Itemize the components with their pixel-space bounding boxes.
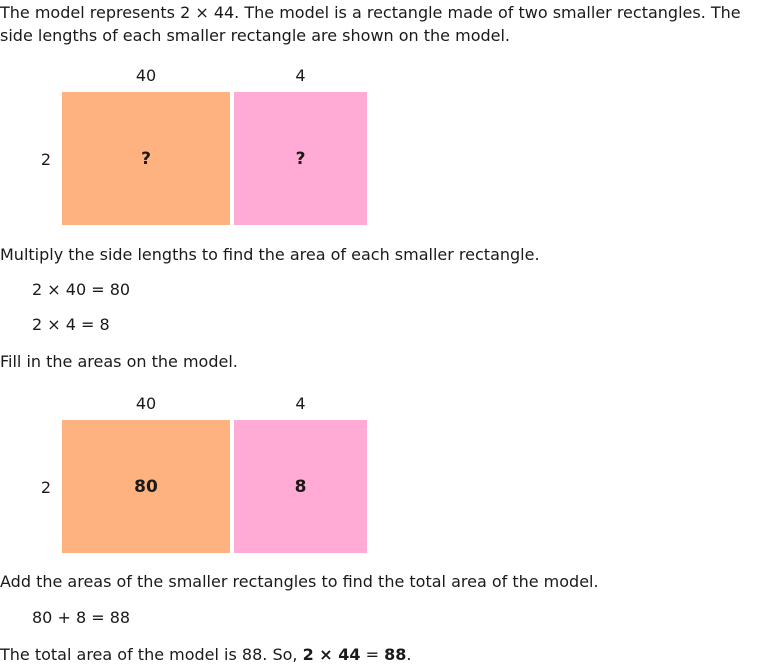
intro-line-1: The model represents 2 × 44. The model is a rectangle made of two smaller rectangles. The (0, 3, 741, 22)
equation-2x4: 2 × 4 = 8 (32, 315, 110, 334)
side-label-2: 2 (40, 478, 52, 497)
top-label-4: 4 (295, 66, 306, 85)
step-fill-text: Fill in the areas on the model. (0, 352, 238, 371)
conclusion-result: 88 (384, 645, 407, 664)
conclusion-equals: = (360, 645, 385, 664)
left-rectangle (62, 420, 230, 553)
side-label-2: 2 (40, 150, 52, 169)
right-rectangle (234, 92, 367, 225)
step-add-text: Add the areas of the smaller rectangles to find the total area of the model. (0, 572, 599, 591)
left-area-value: ? (141, 148, 151, 169)
right-area-value: 8 (294, 476, 307, 497)
area-model-unknown (0, 66, 380, 226)
area-model-filled (0, 394, 380, 554)
top-label-4: 4 (295, 394, 306, 413)
equation-sum: 80 + 8 = 88 (32, 608, 131, 627)
equation-2x40: 2 × 40 = 80 (32, 280, 131, 299)
top-label-40: 40 (135, 394, 157, 413)
conclusion (0, 643, 411, 666)
top-label-40: 40 (135, 66, 157, 85)
conclusion-suffix: . (406, 645, 412, 664)
right-area-value: ? (295, 148, 306, 169)
step-multiply-text: Multiply the side lengths to find the area of each smaller rectangle. (0, 245, 540, 264)
conclusion-expression: 2 × 44 (302, 645, 361, 664)
conclusion-prefix: The total area of the model is 88. So, (0, 645, 303, 664)
right-rectangle (234, 420, 367, 553)
intro-line-2: side lengths of each smaller rectangle are shown on the model. (0, 26, 511, 45)
left-rectangle (62, 92, 230, 225)
left-area-value: 80 (134, 476, 158, 497)
